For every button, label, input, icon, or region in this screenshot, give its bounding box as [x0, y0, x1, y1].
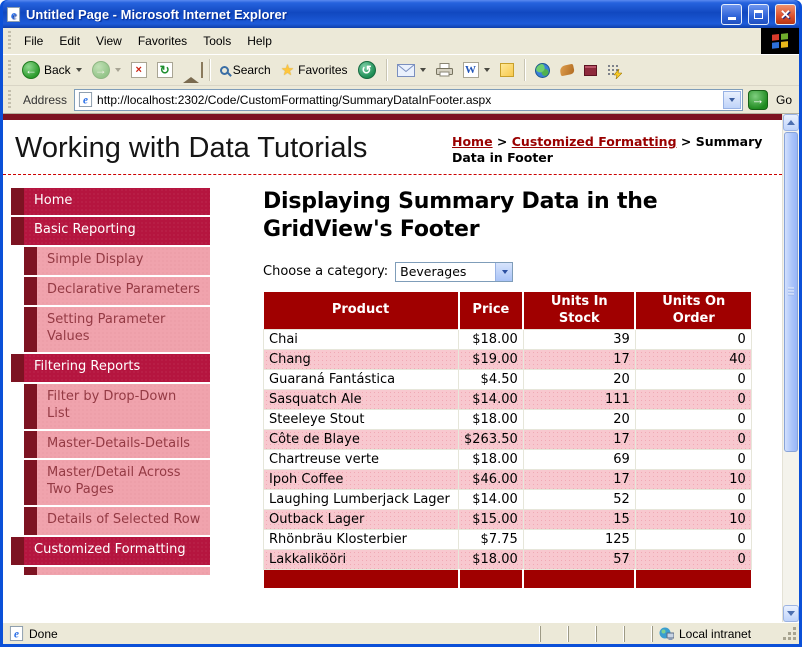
minimize-button[interactable]: [721, 4, 742, 25]
go-label: Go: [775, 92, 792, 107]
cell-units-on-order: 0: [635, 390, 751, 410]
cell-price: $14.00: [459, 390, 524, 410]
grid-lightning-icon: [607, 64, 620, 77]
cell-price: $4.50: [459, 370, 524, 390]
status-message: Done: [29, 626, 58, 641]
status-pane: [540, 626, 568, 642]
stop-icon: ×: [131, 62, 147, 78]
sidebar-item-edge: [11, 188, 24, 216]
fetch-button[interactable]: [556, 63, 578, 77]
svg-text:e: e: [83, 94, 89, 107]
sidebar-item-edge: [24, 460, 37, 505]
cell-units-on-order: 0: [635, 430, 751, 450]
sidebar-item-label: Master/Detail Across Two Pages: [37, 460, 210, 505]
print-icon: [436, 63, 453, 77]
maximize-button[interactable]: [748, 4, 769, 25]
book-lookup-icon: [584, 65, 597, 76]
forward-dropdown-caret-icon: [115, 68, 121, 72]
status-pane: [596, 626, 624, 642]
table-row: [264, 470, 752, 490]
status-message-pane: [9, 626, 540, 641]
breadcrumb-separator: >: [676, 134, 696, 149]
toolbar-separator: [524, 59, 525, 81]
footer-cell: [523, 570, 635, 588]
scroll-down-icon: [787, 611, 795, 616]
cell-price: $14.00: [459, 490, 524, 510]
menu-drag-grip[interactable]: [8, 31, 11, 51]
scroll-up-button[interactable]: [783, 114, 799, 131]
sidebar-item-declarative-parameters[interactable]: [24, 277, 210, 305]
address-url: http://localhost:2302/Code/CustomFormatting/SummaryDataInFooter.aspx: [97, 92, 492, 107]
column-header-product: Product: [264, 292, 459, 330]
page-title: Displaying Summary Data in the GridView's Footer: [263, 188, 658, 243]
back-button[interactable]: [18, 59, 86, 81]
refresh-icon: ↻: [157, 62, 173, 78]
sidebar-item-filter-by-drop-down-list[interactable]: [24, 384, 210, 429]
cell-units-in-stock: 125: [523, 530, 635, 550]
sidebar-item-edge: [24, 567, 37, 575]
refresh-button[interactable]: [153, 60, 177, 80]
sidebar-item-edge: [24, 431, 37, 459]
window-title: Untitled Page - Microsoft Internet Explorer: [26, 6, 287, 22]
status-pane: [568, 626, 596, 642]
search-label: Search: [232, 63, 271, 77]
sidebar-item-edge: [11, 217, 24, 245]
footer-cell: [264, 570, 459, 588]
column-header-units-on-order: Units On Order: [635, 292, 751, 330]
sidebar-item-master-details-details[interactable]: [24, 431, 210, 459]
sidebar-item-label: [37, 567, 210, 575]
security-zone-pane: [652, 626, 780, 642]
favorites-button[interactable]: [277, 61, 352, 80]
breadcrumb-separator: >: [492, 134, 512, 149]
cell-units-in-stock: 111: [523, 390, 635, 410]
windows-flag-icon: [770, 31, 790, 51]
cell-product: Laughing Lumberjack Lager: [264, 490, 459, 510]
main-content: [210, 188, 782, 588]
favorites-star-icon: ★: [280, 61, 295, 79]
cell-price: $18.00: [459, 330, 524, 350]
address-label: Address: [23, 92, 68, 107]
browser-viewport: [3, 114, 799, 622]
status-pane: [624, 626, 652, 642]
sidebar-item-edge: [24, 247, 37, 275]
sidebar-item-label: Master-Details-Details: [37, 431, 210, 459]
forward-icon: →: [92, 61, 110, 79]
toolbar-separator: [209, 59, 210, 81]
cell-units-in-stock: 17: [523, 350, 635, 370]
cell-product: Lakkalikööri: [264, 550, 459, 570]
globe-icon: [535, 63, 550, 78]
sidebar-item-label: Customized Formatting: [24, 537, 210, 565]
cell-product: Guaraná Fantástica: [264, 370, 459, 390]
menu-bar: [3, 28, 799, 55]
sidebar-item-edge: [24, 507, 37, 535]
notes-button[interactable]: [496, 61, 518, 79]
column-header-units-in-stock: Units In Stock: [523, 292, 635, 330]
cell-product: Rhönbräu Klosterbier: [264, 530, 459, 550]
home-button[interactable]: [179, 61, 203, 79]
cell-units-on-order: 10: [635, 510, 751, 530]
sidebar-nav: [11, 188, 210, 588]
sidebar-item-label: Simple Display: [37, 247, 210, 275]
category-chooser-row: [263, 262, 756, 282]
sticky-note-icon: [500, 63, 514, 77]
web-research-button[interactable]: [531, 61, 554, 80]
page-header: [3, 120, 782, 171]
sidebar-item-edge: [11, 354, 24, 382]
cell-product: Côte de Blaye: [264, 430, 459, 450]
toolbar-drag-grip[interactable]: [8, 60, 11, 80]
cell-price: $18.00: [459, 450, 524, 470]
cell-price: $18.00: [459, 410, 524, 430]
print-button[interactable]: [432, 61, 457, 79]
cell-product: Outback Lager: [264, 510, 459, 530]
ie-page-icon: [9, 626, 24, 641]
grid-header-row: [264, 292, 752, 330]
footer-cell: [635, 570, 751, 588]
breadcrumb-link-customized-formatting[interactable]: Customized Formatting: [511, 134, 677, 149]
fetch-animal-icon: [559, 64, 575, 77]
back-dropdown-caret-icon[interactable]: [76, 68, 82, 72]
close-icon: ✕: [780, 6, 791, 22]
cell-price: $263.50: [459, 430, 524, 450]
menu-item-edit[interactable]: Edit: [59, 34, 81, 48]
mail-button[interactable]: [393, 62, 430, 79]
sidebar-item-simple-display[interactable]: [24, 247, 210, 275]
title-bar[interactable]: [3, 0, 799, 28]
address-input[interactable]: [74, 89, 743, 111]
sidebar-item-edge: [24, 307, 37, 352]
table-row: [264, 510, 752, 530]
cell-units-in-stock: 20: [523, 370, 635, 390]
grid-body: [264, 330, 752, 570]
page-body: [3, 175, 782, 588]
history-button[interactable]: [354, 59, 380, 81]
sidebar-item-basic-reporting[interactable]: [11, 217, 210, 245]
cell-units-on-order: 0: [635, 550, 751, 570]
site-title: Working with Data Tutorials: [15, 132, 368, 164]
address-dropdown-button[interactable]: [723, 91, 741, 109]
sidebar-item-master-detail-across-two-pages[interactable]: [24, 460, 210, 505]
products-gridview: [263, 292, 752, 588]
local-intranet-icon: [659, 627, 674, 641]
column-header-price: Price: [459, 292, 524, 330]
cell-units-on-order: 0: [635, 330, 751, 350]
sidebar-item-label: Details of Selected Row: [37, 507, 210, 535]
cell-units-on-order: 10: [635, 470, 751, 490]
cell-product: Chang: [264, 350, 459, 370]
breadcrumb-current-summary-data-in-footer: Summary Data in Footer: [452, 134, 763, 166]
cell-price: $19.00: [459, 350, 524, 370]
back-icon: ←: [22, 61, 40, 79]
cell-product: Ipoh Coffee: [264, 470, 459, 490]
web-page: [3, 114, 782, 622]
sidebar-item-partial: [24, 567, 210, 575]
standard-toolbar: [3, 55, 799, 86]
dropdown-arrow-button[interactable]: [495, 263, 512, 281]
sidebar-item-label: Home: [24, 188, 210, 216]
security-zone-label: Local intranet: [679, 626, 752, 641]
sidebar-item-home[interactable]: [11, 188, 210, 216]
cell-price: $15.00: [459, 510, 524, 530]
sidebar-item-edge: [24, 277, 37, 305]
edit-with-word-button[interactable]: [459, 60, 494, 80]
sidebar-item-details-of-selected-row[interactable]: [24, 507, 210, 535]
address-bar: [3, 86, 799, 114]
category-selected-value: Beverages: [400, 264, 467, 280]
svg-text:e: e: [14, 628, 19, 641]
menu-bar-items: [16, 30, 280, 52]
category-dropdown[interactable]: [395, 262, 513, 282]
windows-logo-throbber: [761, 28, 799, 54]
table-row: [264, 350, 752, 370]
cell-product: Sasquatch Ale: [264, 390, 459, 410]
sidebar-item-customized-formatting[interactable]: [11, 537, 210, 565]
minimize-icon: [728, 17, 736, 20]
grid-footer-row: [264, 570, 752, 588]
research-button[interactable]: [580, 63, 601, 78]
forward-button[interactable]: [88, 59, 125, 81]
cell-units-in-stock: 20: [523, 410, 635, 430]
sidebar-item-label: Declarative Parameters: [37, 277, 210, 305]
scroll-up-icon: [787, 120, 795, 125]
table-row: [264, 390, 752, 410]
sidebar-item-edge: [24, 384, 37, 429]
menu-item-help[interactable]: Help: [247, 34, 272, 48]
table-row: [264, 430, 752, 450]
go-arrow-icon: →: [751, 92, 765, 107]
cell-price: $7.75: [459, 530, 524, 550]
cell-product: Chai: [264, 330, 459, 350]
edit-dropdown-caret-icon[interactable]: [484, 68, 490, 72]
search-button[interactable]: [216, 61, 275, 79]
svg-text:e: e: [11, 8, 16, 21]
toolbar-separator: [386, 59, 387, 81]
cell-units-in-stock: 69: [523, 450, 635, 470]
search-icon: [220, 66, 229, 75]
sidebar-item-setting-parameter-values[interactable]: [24, 307, 210, 352]
table-row: [264, 450, 752, 470]
scroll-down-button[interactable]: [783, 605, 799, 622]
go-button[interactable]: [748, 90, 768, 110]
maximize-icon: [754, 10, 763, 19]
cell-units-in-stock: 52: [523, 490, 635, 510]
cell-units-on-order: 0: [635, 530, 751, 550]
close-button[interactable]: [775, 4, 796, 25]
cell-units-in-stock: 39: [523, 330, 635, 350]
footer-cell: [459, 570, 524, 588]
mail-dropdown-caret-icon[interactable]: [420, 68, 426, 72]
sidebar-item-label: Filter by Drop-Down List: [37, 384, 210, 429]
sidebar-item-filtering-reports[interactable]: [11, 354, 210, 382]
table-row: [264, 330, 752, 350]
chevron-down-icon: [729, 98, 735, 102]
cell-units-in-stock: 15: [523, 510, 635, 530]
messenger-button[interactable]: [603, 62, 624, 79]
sidebar-item-label: Filtering Reports: [24, 354, 210, 382]
sidebar-item-label: Basic Reporting: [24, 217, 210, 245]
word-icon: W: [463, 62, 479, 78]
cell-price: $46.00: [459, 470, 524, 490]
table-row: [264, 550, 752, 570]
resize-grip[interactable]: [782, 626, 797, 641]
favorites-label: Favorites: [298, 63, 348, 77]
cell-units-on-order: 0: [635, 450, 751, 470]
status-bar: [3, 622, 799, 644]
cell-units-in-stock: 57: [523, 550, 635, 570]
address-drag-grip[interactable]: [8, 90, 11, 110]
category-label: Choose a category:: [263, 264, 389, 280]
cell-units-on-order: 0: [635, 410, 751, 430]
sidebar-item-label: Setting Parameter Values: [37, 307, 210, 352]
table-row: [264, 530, 752, 550]
menu-item-tools[interactable]: Tools: [203, 34, 232, 48]
history-icon: ↺: [358, 61, 376, 79]
ie-page-icon: [78, 92, 93, 107]
cell-units-on-order: 0: [635, 370, 751, 390]
scrollbar-thumb[interactable]: [784, 132, 798, 452]
table-row: [264, 490, 752, 510]
chevron-down-icon: [502, 270, 508, 274]
cell-price: $18.00: [459, 550, 524, 570]
stop-button[interactable]: [127, 60, 151, 80]
table-row: [264, 370, 752, 390]
cell-units-in-stock: 17: [523, 430, 635, 450]
cell-product: Steeleye Stout: [264, 410, 459, 430]
home-icon: [183, 63, 199, 77]
cell-units-in-stock: 17: [523, 470, 635, 490]
back-label: Back: [44, 63, 71, 77]
breadcrumb-link-home[interactable]: Home: [452, 134, 493, 149]
table-row: [264, 410, 752, 430]
cell-units-on-order: 0: [635, 490, 751, 510]
cell-product: Chartreuse verte: [264, 450, 459, 470]
ie-page-icon: [6, 7, 21, 22]
menu-item-file[interactable]: File: [24, 34, 44, 48]
sidebar-item-edge: [11, 537, 24, 565]
menu-item-view[interactable]: View: [96, 34, 122, 48]
cell-units-on-order: 40: [635, 350, 751, 370]
mail-icon: [397, 64, 415, 77]
breadcrumb: [452, 128, 776, 167]
menu-item-favorites[interactable]: Favorites: [137, 34, 188, 48]
vertical-scrollbar[interactable]: [782, 114, 799, 622]
